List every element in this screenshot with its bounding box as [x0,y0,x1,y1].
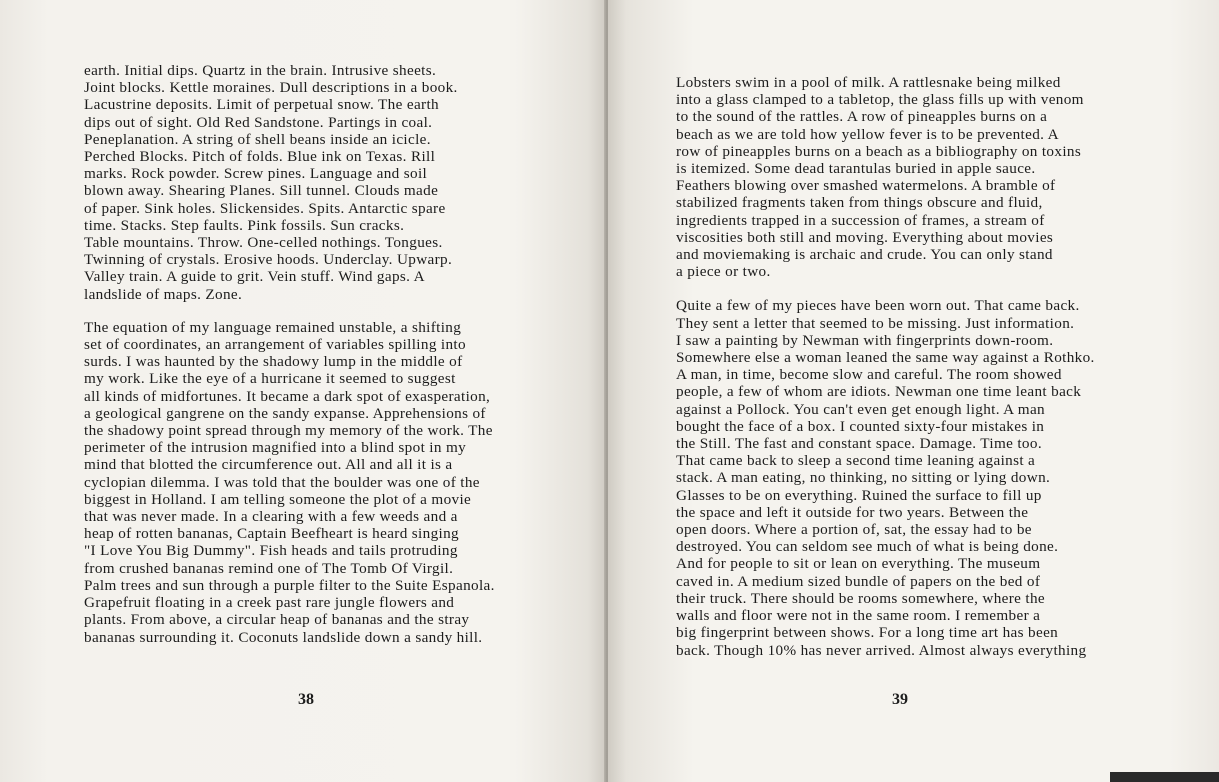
text-line: time. Stacks. Step faults. Pink fossils. Sun cracks. [84,216,405,234]
text-line: stabilized fragments taken from things obscure and fluid, [676,194,1043,212]
text-line: bought the face of a box. I counted sixty-four mistakes in [676,417,1045,435]
text-line: of paper. Sink holes. Slickensides. Spits. Antarctic spare [84,199,446,217]
text-line: big fingerprint between shows. For a long time art has been [676,624,1059,642]
text-line: Perched Blocks. Pitch of folds. Blue ink on Texas. Rill [84,148,436,166]
text-line: the Still. The fast and constant space. Damage. Time too. [676,435,1042,453]
paragraph [84,319,495,646]
text-line: ingredients trapped in a succession of frames, a stream of [676,211,1045,229]
text-line: I saw a painting by Newman with fingerprints down-room. [676,331,1054,349]
text-line: is itemized. Some dead tarantulas buried in apple sauce. [676,160,1036,178]
text-line: Feathers blowing over smashed watermelons. A bramble of [676,177,1056,195]
text-line: dips out of sight. Old Red Sandstone. Partings in coal. [84,113,433,131]
paragraph [676,74,1095,280]
text-line: "I Love You Big Dummy". Fish heads and tails protruding [84,542,458,560]
text-line: row of pineapples burns on a beach as a bibliography on toxins [676,142,1082,160]
right-page [608,0,1219,782]
text-line: blown away. Shearing Planes. Sill tunnel. Clouds made [84,182,439,200]
text-line: a geological gangrene on the sandy expanse. Apprehensions of [84,404,486,422]
text-line: Lacustrine deposits. Limit of perpetual snow. The earth [84,96,439,114]
text-line: the shadowy point spread through my memory of the work. The [84,422,493,440]
text-line: bananas surrounding it. Coconuts landslide down a sandy hill. [84,628,483,646]
text-line: destroyed. You can seldom see much of what is being done. [676,538,1059,556]
text-line: mind that blotted the circumference out. All and all it is a [84,456,453,474]
left-page-number: 38 [298,691,314,708]
text-line: walls and floor were not in the same room. I remember a [676,607,1041,625]
text-line: a piece or two. [676,263,771,281]
right-page-text [676,74,1095,659]
scan-edge [1110,772,1219,782]
text-line: landslide of maps. Zone. [84,285,243,303]
text-line: biggest in Holland. I am telling someone the plot of a movie [84,490,472,508]
text-line: Twinning of crystals. Erosive hoods. Underclay. Upwarp. [84,251,453,269]
text-line: against a Pollock. You can't even get enough light. A man [676,400,1045,418]
text-line: That came back to sleep a second time leaning against a [676,452,1036,470]
text-line: Valley train. A guide to grit. Vein stuff. Wind gaps. A [84,268,425,286]
paragraph [84,62,495,303]
text-line: open doors. Where a portion of, sat, the essay had to be [676,521,1032,539]
text-line: earth. Initial dips. Quartz in the brain. Intrusive sheets. [84,62,437,79]
left-page [0,0,606,782]
left-page-text [84,62,495,646]
text-line: set of coordinates, an arrangement of variables spilling into [84,336,466,354]
text-line: Glasses to be on everything. Ruined the surface to fill up [676,486,1042,504]
text-line: plants. From above, a circular heap of bananas and the stray [84,611,470,629]
text-line: their truck. There should be rooms somewhere, where the [676,589,1046,607]
text-line: Table mountains. Throw. One-celled nothings. Tongues. [84,234,443,252]
text-line: beach as we are told how yellow fever is to be prevented. A [676,125,1059,143]
text-line: And for people to sit or lean on everything. The museum [676,555,1041,573]
paragraph [676,297,1095,658]
text-line: all kinds of midfortunes. It became a dark spot of exasperation, [84,387,491,405]
text-line: and moviemaking is archaic and crude. You can only stand [676,246,1053,264]
right-page-number: 39 [892,691,908,708]
text-line: heap of rotten bananas, Captain Beefheart is heard singing [84,525,459,543]
text-line: to the sound of the rattles. A row of pineapples burns on a [676,108,1048,126]
text-line: perimeter of the intrusion magnified into a blind spot in my [84,439,467,457]
text-line: my work. Like the eye of a hurricane it seemed to suggest [84,370,456,388]
text-line: caved in. A medium sized bundle of papers on the bed of [676,572,1041,590]
text-line: Grapefruit floating in a creek past rare jungle flowers and [84,594,455,612]
text-line: that was never made. In a clearing with a few weeds and a [84,508,458,526]
text-line: Joint blocks. Kettle moraines. Dull descriptions in a book. [84,79,458,97]
text-line: Peneplanation. A string of shell beans inside an icicle. [84,130,431,148]
text-line: the space and left it outside for two years. Between the [676,503,1029,521]
text-line: people, a few of whom are idiots. Newman one time leant back [676,383,1082,401]
text-line: They sent a letter that seemed to be missing. Just information. [676,314,1075,332]
text-line: from crushed bananas remind one of The Tomb Of Virgil. [84,559,454,577]
text-line: The equation of my language remained unstable, a shifting [84,318,462,336]
text-line: into a glass clamped to a tabletop, the glass fills up with venom [676,91,1084,109]
text-line: Quite a few of my pieces have been worn out. That came back. [676,297,1080,315]
text-line: Somewhere else a woman leaned the same way against a Rothko. [676,349,1095,367]
text-line: A man, in time, become slow and careful. The room showed [676,366,1062,384]
text-line: Palm trees and sun through a purple filter to the Suite Espanola. [84,576,495,594]
text-line: surds. I was haunted by the shadowy lump in the middle of [84,353,463,371]
text-line: viscosities both still and moving. Everything about movies [676,228,1054,246]
text-line: back. Though 10% has never arrived. Almost always everything [676,641,1087,659]
text-line: cyclopian dilemma. I was told that the boulder was one of the [84,473,480,491]
text-line: Lobsters swim in a pool of milk. A rattlesnake being milked [676,74,1061,91]
text-line: stack. A man eating, no thinking, no sitting or lying down. [676,469,1051,487]
text-line: marks. Rock powder. Screw pines. Language and soil [84,165,428,183]
